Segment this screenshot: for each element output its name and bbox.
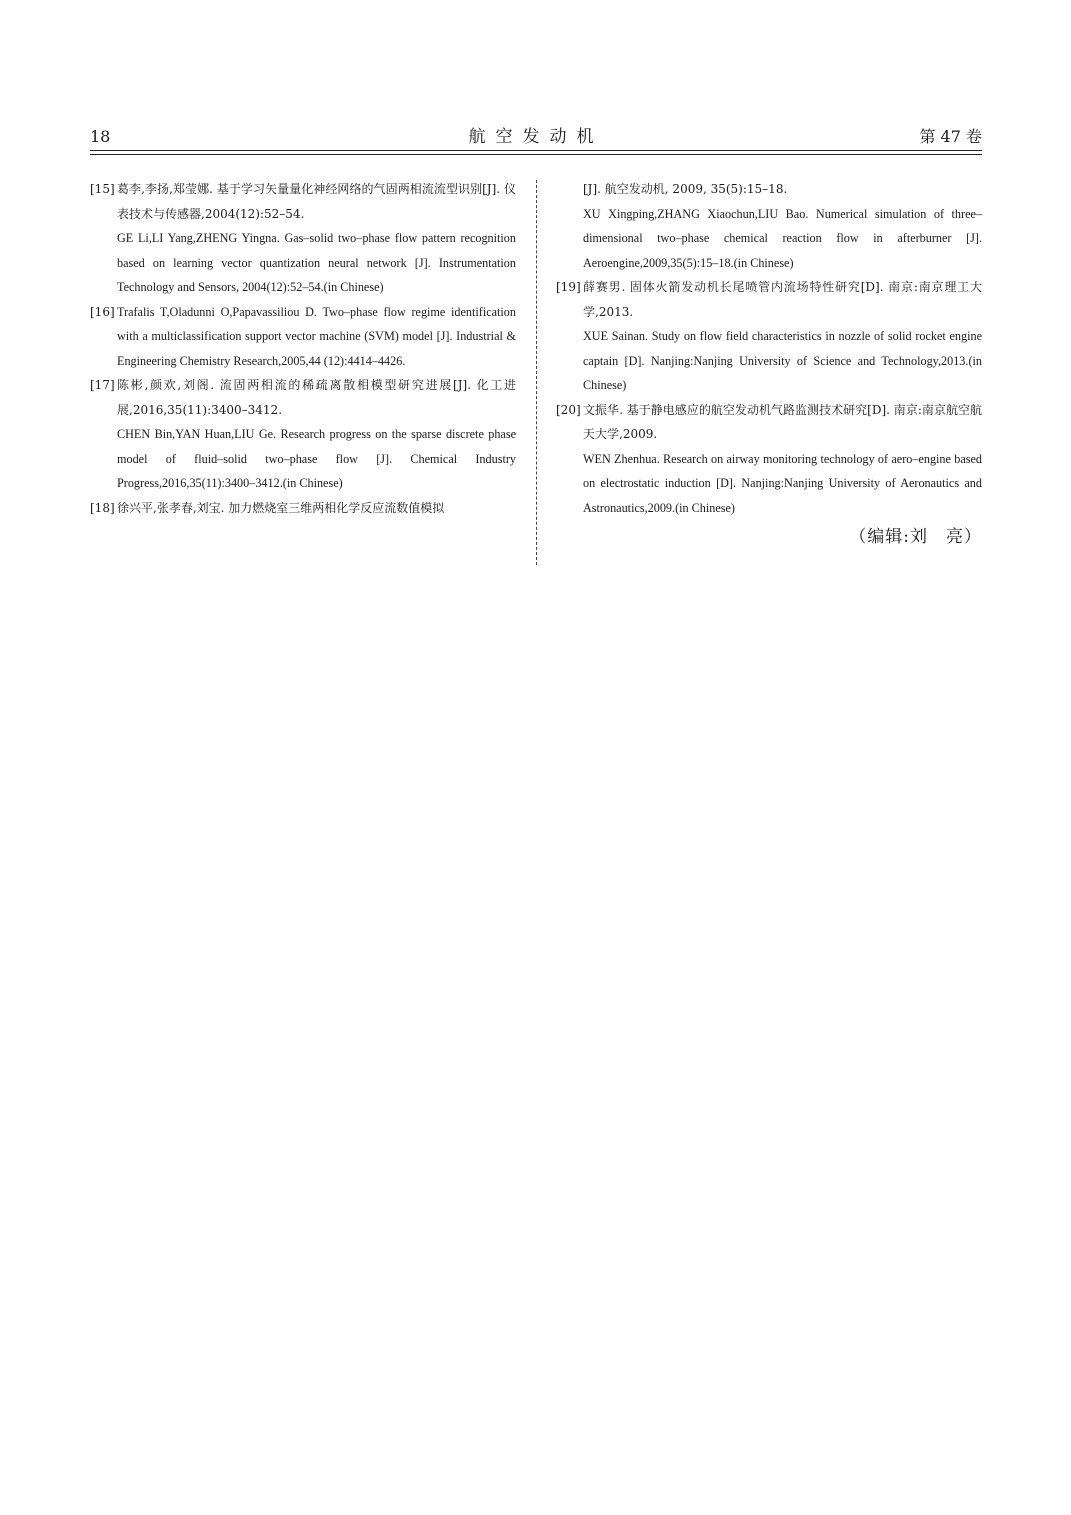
reference-chinese-text: 陈彬,颜欢,刘阁. 流固两相流的稀疏离散相模型研究进展[J]. 化工进展,2016,35(11):3400–3412. [117,378,516,417]
reference-number: [15] [90,182,115,196]
reference-18-continued [556,177,982,275]
reference-20 [556,398,982,521]
reference-number: [16] [90,304,115,319]
reference-number: [17] [90,378,115,392]
reference-chinese-text: 文振华. 基于静电感应的航空发动机气路监测技术研究[D]. 南京:南京航空航天大学,2009. [583,402,982,441]
reference-number: [20] [556,402,581,417]
header-rule-thin [90,154,982,155]
page-number: 18 [90,127,111,146]
reference-english-text: XUE Sainan. Study on flow field characteristics in nozzle of solid rocket engine captain [D]. Nanjing:Nanjing University of Science and Technology,2013.(in Chinese) [583,329,982,392]
reference-16 [90,300,516,374]
references-left-column [90,177,516,520]
reference-chinese-text: 徐兴平,张孝春,刘宝. 加力燃烧室三维两相化学反应流数值模拟 [117,500,445,515]
reference-english-text: Trafalis T,Oladunni O,Papavassiliou D. Two–phase flow regime identification with a multiclassification support vector machine (SVM) model [J]. Industrial & Engineering Chemistry Research,2005,44 (12):4414–4426. [117,304,516,368]
reference-number: [19] [556,280,581,294]
reference-chinese-text: 薛赛男. 固体火箭发动机长尾喷管内流场特性研究[D]. 南京:南京理工大学,2013. [583,280,982,319]
reference-english-text: CHEN Bin,YAN Huan,LIU Ge. Research progress on the sparse discrete phase model of fluid–solid two–phase flow [J]. Chemical Industry Progress,2016,35(11):3400–3412.(in Chinese) [117,427,516,490]
reference-15 [90,177,516,300]
reference-english-text: GE Li,LI Yang,ZHENG Yingna. Gas–solid two–phase flow pattern recognition based on learning vector quantization neural network [J]. Instrumentation Technology and Sensors, 2004(12):52–54.(in Chinese) [117,231,516,294]
column-divider [536,180,537,565]
reference-english-text: XU Xingping,ZHANG Xiaochun,LIU Bao. Numerical simulation of three–dimensional two–phase chemical reaction flow in afterburner [J]. Aeroengine,2009,35(5):15–18.(in Chinese) [583,206,982,270]
reference-chinese-text: 葛李,李扬,郑莹娜. 基于学习矢量量化神经网络的气固两相流流型识别[J]. 仪表技术与传感器,2004(12):52–54. [117,182,516,221]
references-right-column [556,177,982,552]
volume-label: 第 47 卷 [919,127,982,146]
reference-number: [18] [90,500,115,515]
reference-18 [90,496,516,521]
reference-19 [556,275,982,398]
header-rule-thick [90,150,982,151]
journal-title: 航空发动机 [468,127,604,147]
reference-17 [90,373,516,496]
reference-english-text: WEN Zhenhua. Research on airway monitoring technology of aero–engine based on electrostatic induction [D]. Nanjing:Nanjing University of Aeronautics and Astronautics,2009.(in Chinese) [583,451,982,515]
editor-note: （编辑:刘 亮） [849,527,982,547]
reference-chinese-text: [J]. 航空发动机, 2009, 35(5):15–18. [583,182,788,196]
